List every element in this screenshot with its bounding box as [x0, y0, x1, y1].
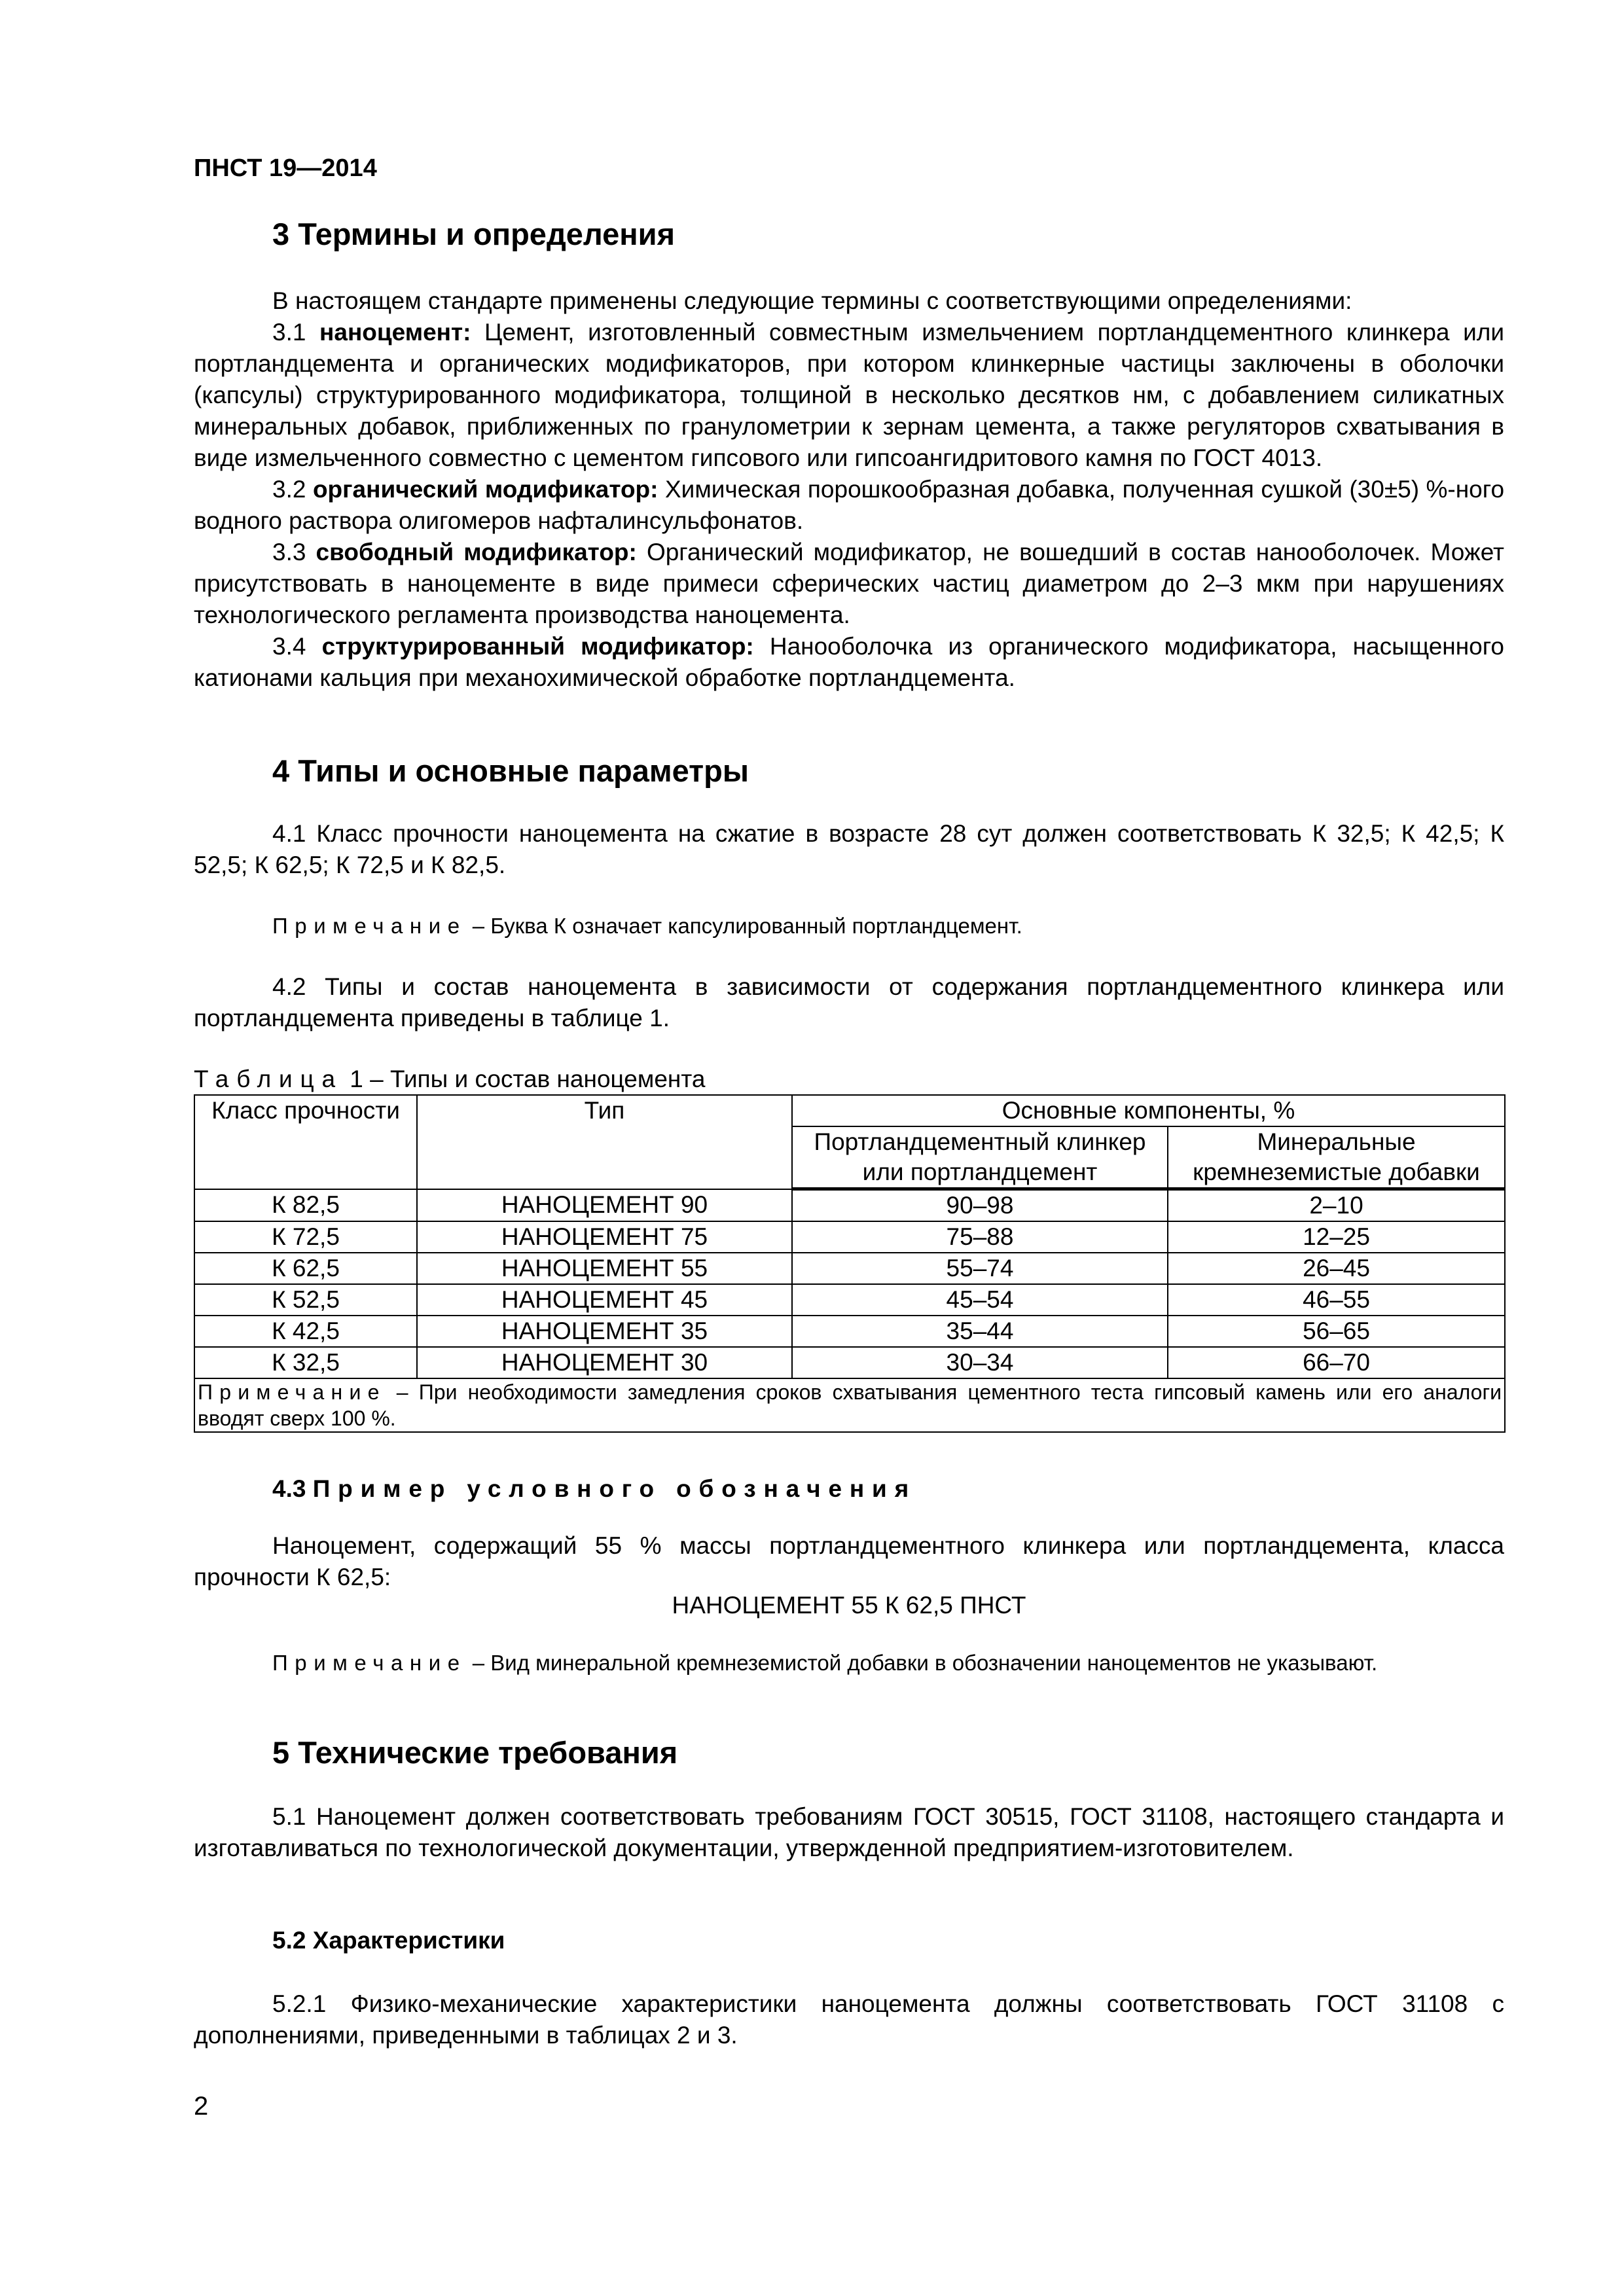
note-4-3: Примечание – Вид минеральной кремнеземистой добавки в обозначении наноцементов не указывают.: [272, 1651, 1378, 1675]
subsection-5-2-title: 5.2 Характеристики: [272, 1927, 505, 1954]
term-definition: Химическая порошкообразная добавка, полученная сушкой (30±5) %-ного водного раствора олигомеров нафталинсульфонатов.: [194, 476, 1505, 534]
section-4-title: 4 Типы и основные параметры: [272, 753, 749, 788]
table-row: К 72,5 НАНОЦЕМЕНТ 75 75–88 12–25: [194, 1221, 1505, 1253]
table-row: К 52,5 НАНОЦЕМЕНТ 45 45–54 46–55: [194, 1284, 1505, 1316]
term-name: структурированный модификатор:: [321, 633, 754, 660]
page-number: 2: [194, 2092, 209, 2121]
section-3-title: 3 Термины и определения: [272, 217, 675, 251]
note-label: Примечание: [272, 1651, 467, 1675]
header-type: Тип: [417, 1095, 792, 1189]
term-name: наноцемент:: [319, 319, 471, 346]
table-note-row: [194, 1378, 1505, 1432]
section-5-title: 5 Технические требования: [272, 1735, 678, 1770]
term-definition: Органический модификатор, не вошедший в состав нанооболочек. Может присутствовать в наноцементе в виде примеси сферических частиц диаметром до 2–3 мкм при нарушениях технологического регламента производства наноцемента.: [194, 539, 1504, 628]
table-row: К 82,5 НАНОЦЕМЕНТ 90 90–98 2–10: [194, 1189, 1505, 1222]
table-note: Примечание – При необходимости замедления сроков схватывания цементного теста гипсовый камень или его аналоги вводят сверх 100 %.: [194, 1378, 1505, 1432]
paragraph-5-1: 5.1 Наноцемент должен соответствовать требованиям ГОСТ 30515, ГОСТ 31108, настоящего стандарта и изготавливаться по технологической документации, утвержденной предприятием-изготовителем.: [194, 1803, 1504, 1861]
paragraph-4-3: Наноцемент, содержащий 55 % массы портландцементного клинкера или портландцемента, класса прочности К 62,5:: [194, 1532, 1504, 1590]
table-row: К 42,5 НАНОЦЕМЕНТ 35 35–44 56–65: [194, 1316, 1505, 1347]
document-header: ПНСТ 19—2014: [194, 154, 377, 182]
designation-example: НАНОЦЕМЕНТ 55 К 62,5 ПНСТ: [672, 1592, 1026, 1619]
term-3-2: 3.2 органический модификатор: Химическая порошкообразная добавка, полученная сушкой (30±5) %-ного водного раствора олигомеров нафталинсульфонатов.: [194, 476, 1505, 534]
term-3-3: 3.3 свободный модификатор: Органический модификатор, не вошедший в состав нанооболочек. Может присутствовать в наноцементе в виде примеси сферических частиц диаметром до 2–3 мкм при нарушениях технологического регламента производства наноцемента.: [194, 539, 1504, 628]
term-definition: Цемент, изготовленный совместным измельчением портландцементного клинкера или портландцемента и органических модификаторов, при котором клинкерные частицы заключены в оболочки (капсулы) структурированного модификатора, толщиной в несколько десятков нм, с добавлением силикатных минеральных добавок, приближенных по гранулометрии к зернам цемента, а также регуляторов схватывания в виде измельченного совместно с цементом гипсового или гипсоангидритового камня по ГОСТ 4013.: [194, 319, 1504, 471]
section-3-body: [194, 285, 1504, 694]
paragraph-4-2: 4.2 Типы и состав наноцемента в зависимости от содержания портландцементного клинкера или портландцемента приведены в таблице 1.: [194, 973, 1504, 1031]
section-3-intro: В настоящем стандарте применены следующие термины с соответствующими определениями:: [272, 287, 1352, 314]
table-row: К 62,5 НАНОЦЕМЕНТ 55 55–74 26–45: [194, 1253, 1505, 1284]
table-1: [194, 1094, 1506, 1433]
table-1-caption: Таблица 1 – Типы и состав наноцемента: [194, 1066, 706, 1092]
header-class: Класс прочности: [194, 1095, 417, 1189]
subsection-4-3-title: 4.3 Пример условного обозначения: [272, 1475, 917, 1502]
table-row: К 32,5 НАНОЦЕМЕНТ 30 30–34 66–70: [194, 1347, 1505, 1378]
term-definition: Нанооболочка из органического модификатора, насыщенного катионами кальция при механохимической обработке портландцемента.: [194, 633, 1505, 691]
term-name: органический модификатор:: [312, 476, 659, 503]
note-label: Примечание: [272, 914, 467, 938]
header-main-components: Основные компоненты, %: [792, 1095, 1505, 1126]
note-4-1: Примечание – Буква К означает капсулированный портландцемент.: [272, 914, 1022, 938]
term-3-4: 3.4 структурированный модификатор: Нанооболочка из органического модификатора, насыщенного катионами кальция при механохимической обработке портландцемента.: [194, 633, 1505, 691]
paragraph-4-1: 4.1 Класс прочности наноцемента на сжатие в возрасте 28 сут должен соответствовать К 32,5; К 42,5; К 52,5; К 62,5; К 72,5 и К 82,5.: [194, 820, 1504, 878]
term-3-1: 3.1 наноцемент: Цемент, изготовленный совместным измельчением портландцементного клинкера или портландцемента и органических модификаторов, при котором клинкерные частицы заключены в оболочки (капсулы) структурированного модификатора, толщиной в несколько десятков нм, с добавлением силикатных минеральных добавок, приближенных по гранулометрии к зернам цемента, а также регуляторов схватывания в виде измельченного совместно с цементом гипсового или гипсоангидритового камня по ГОСТ 4013.: [194, 319, 1504, 471]
paragraph-5-2-1: 5.2.1 Физико-механические характеристики наноцемента должны соответствовать ГОСТ 31108 с дополнениями, приведенными в таблицах 2 и 3.: [194, 1990, 1504, 2049]
header-clinker: Портландцементный клинкер или портландцемент: [792, 1126, 1168, 1189]
term-name: свободный модификатор:: [316, 539, 637, 565]
header-mineral: Минеральные кремнеземистые добавки: [1168, 1126, 1505, 1189]
